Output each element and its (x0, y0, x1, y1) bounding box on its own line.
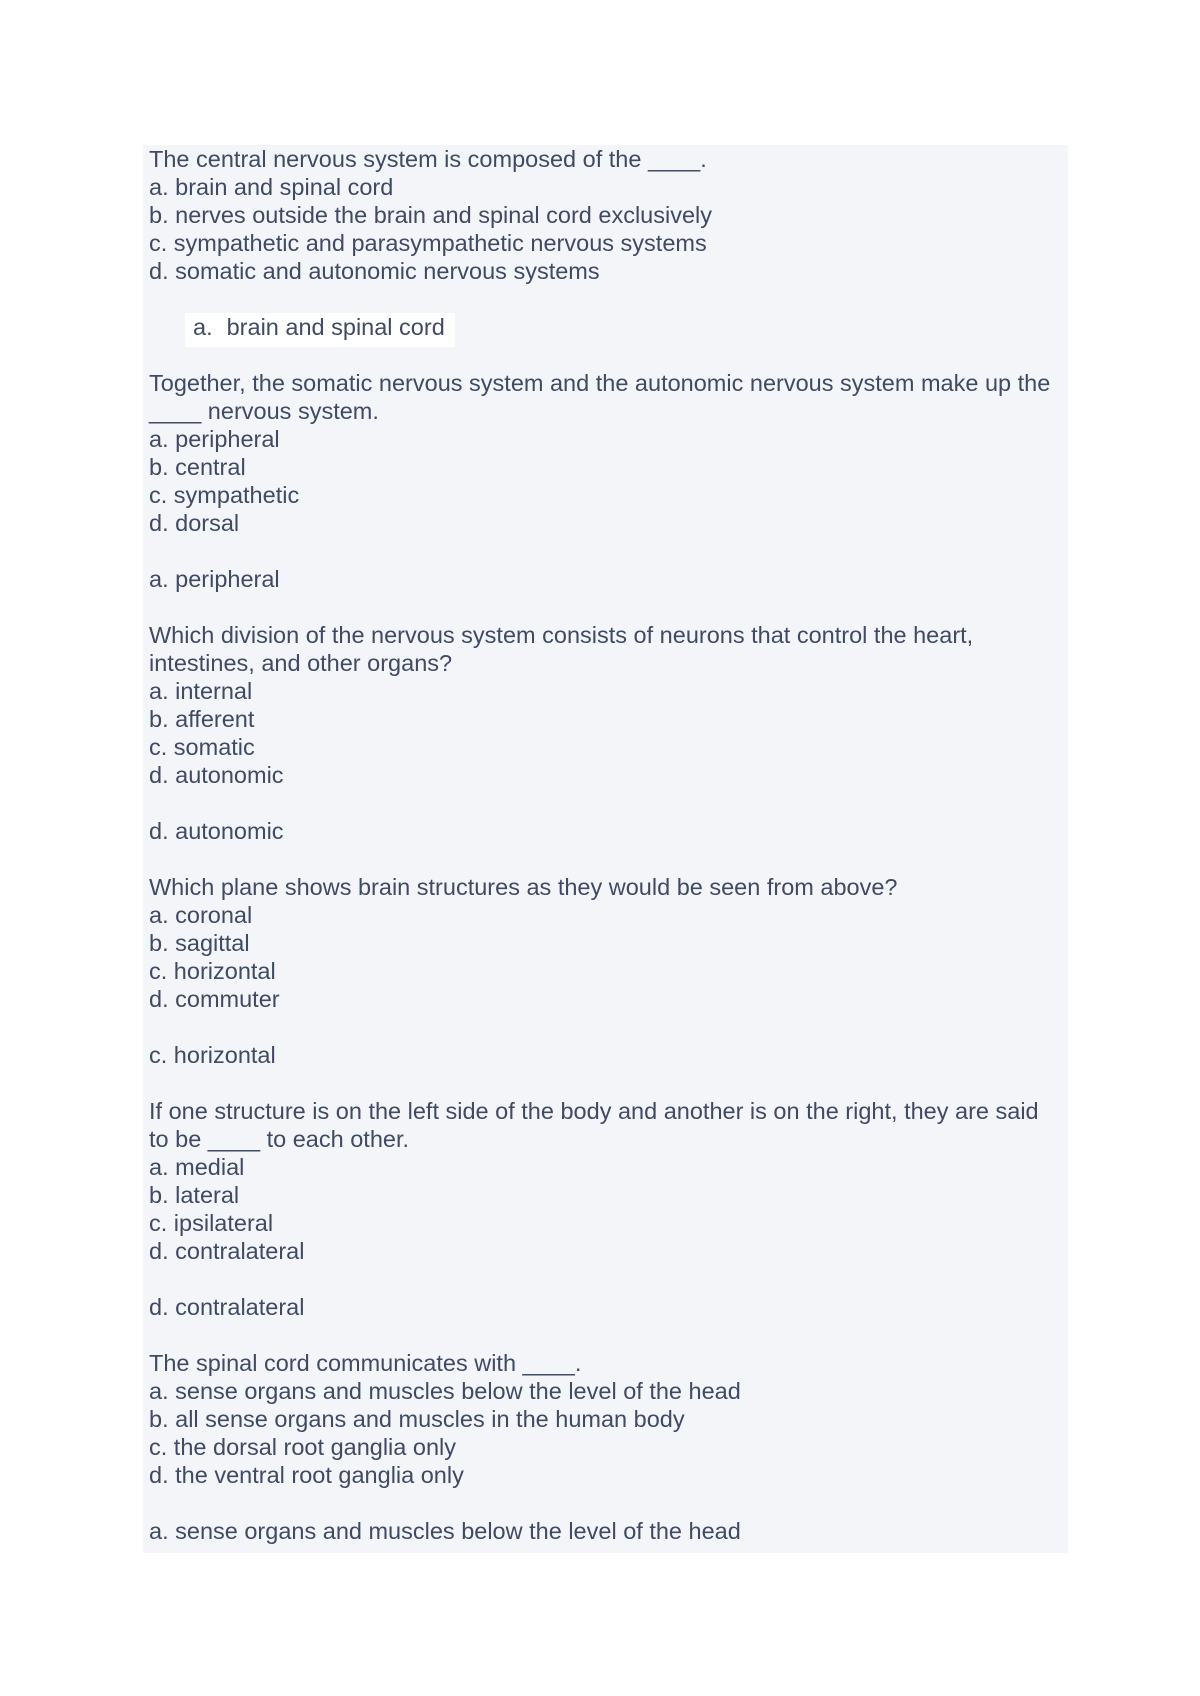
question-text: The central nervous system is composed of the ____. (149, 146, 707, 172)
option-item: a. peripheral (149, 426, 280, 452)
options-list (149, 677, 1062, 789)
option-item: a. sense organs and muscles below the level of the head (149, 1378, 741, 1404)
option-item: d. commuter (149, 986, 280, 1012)
answer-text (185, 313, 455, 347)
answer-text: a. peripheral (149, 566, 280, 592)
question-text: The spinal cord communicates with ____. (149, 1350, 582, 1376)
question-block-5 (149, 1097, 1062, 1321)
answer-text: d. contralateral (149, 1294, 305, 1320)
options-list (149, 425, 1062, 537)
option-item: a. brain and spinal cord (149, 174, 394, 200)
option-item: a. medial (149, 1154, 245, 1180)
question-text: Together, the somatic nervous system and the autonomic nervous system make up the ____ nervous system. (149, 370, 1051, 424)
question-text: Which plane shows brain structures as they would be seen from above? (149, 874, 898, 900)
option-item: b. all sense organs and muscles in the human body (149, 1406, 685, 1432)
options-list (149, 901, 1062, 1013)
option-item: b. nerves outside the brain and spinal cord exclusively (149, 202, 713, 228)
answer-text: c. horizontal (149, 1042, 276, 1068)
question-block-2 (149, 369, 1062, 593)
option-item: b. lateral (149, 1182, 240, 1208)
option-item: a. coronal (149, 902, 253, 928)
option-item: c. somatic (149, 734, 255, 760)
question-block-1 (149, 145, 1062, 347)
options-list (149, 1153, 1062, 1265)
option-item: d. somatic and autonomic nervous systems (149, 258, 600, 284)
answer-text: a. sense organs and muscles below the level of the head (149, 1518, 741, 1544)
question-block-6 (149, 1349, 1062, 1545)
option-item: c. the dorsal root ganglia only (149, 1434, 456, 1460)
options-list (149, 1377, 1062, 1489)
option-item: c. sympathetic (149, 482, 300, 508)
question-block-4 (149, 873, 1062, 1069)
options-list (149, 173, 1062, 285)
option-item: d. autonomic (149, 762, 284, 788)
option-item: b. sagittal (149, 930, 250, 956)
quiz-content (143, 145, 1068, 1553)
question-text: Which division of the nervous system consists of neurons that control the heart, intestines, and other organs? (149, 622, 974, 676)
option-item: d. the ventral root ganglia only (149, 1462, 464, 1488)
option-item: a. internal (149, 678, 253, 704)
option-item: b. central (149, 454, 246, 480)
option-item: c. horizontal (149, 958, 276, 984)
answer-text: d. autonomic (149, 818, 284, 844)
option-item: b. afferent (149, 706, 255, 732)
question-block-3 (149, 621, 1062, 845)
option-item: c. ipsilateral (149, 1210, 274, 1236)
option-item: d. dorsal (149, 510, 240, 536)
option-item: d. contralateral (149, 1238, 305, 1264)
question-text: If one structure is on the left side of the body and another is on the right, they are said to be ____ to each other. (149, 1098, 1039, 1152)
answer-label: brain and spinal cord (226, 314, 445, 340)
answer-letter: a. (193, 314, 213, 340)
option-item: c. sympathetic and parasympathetic nervous systems (149, 230, 707, 256)
